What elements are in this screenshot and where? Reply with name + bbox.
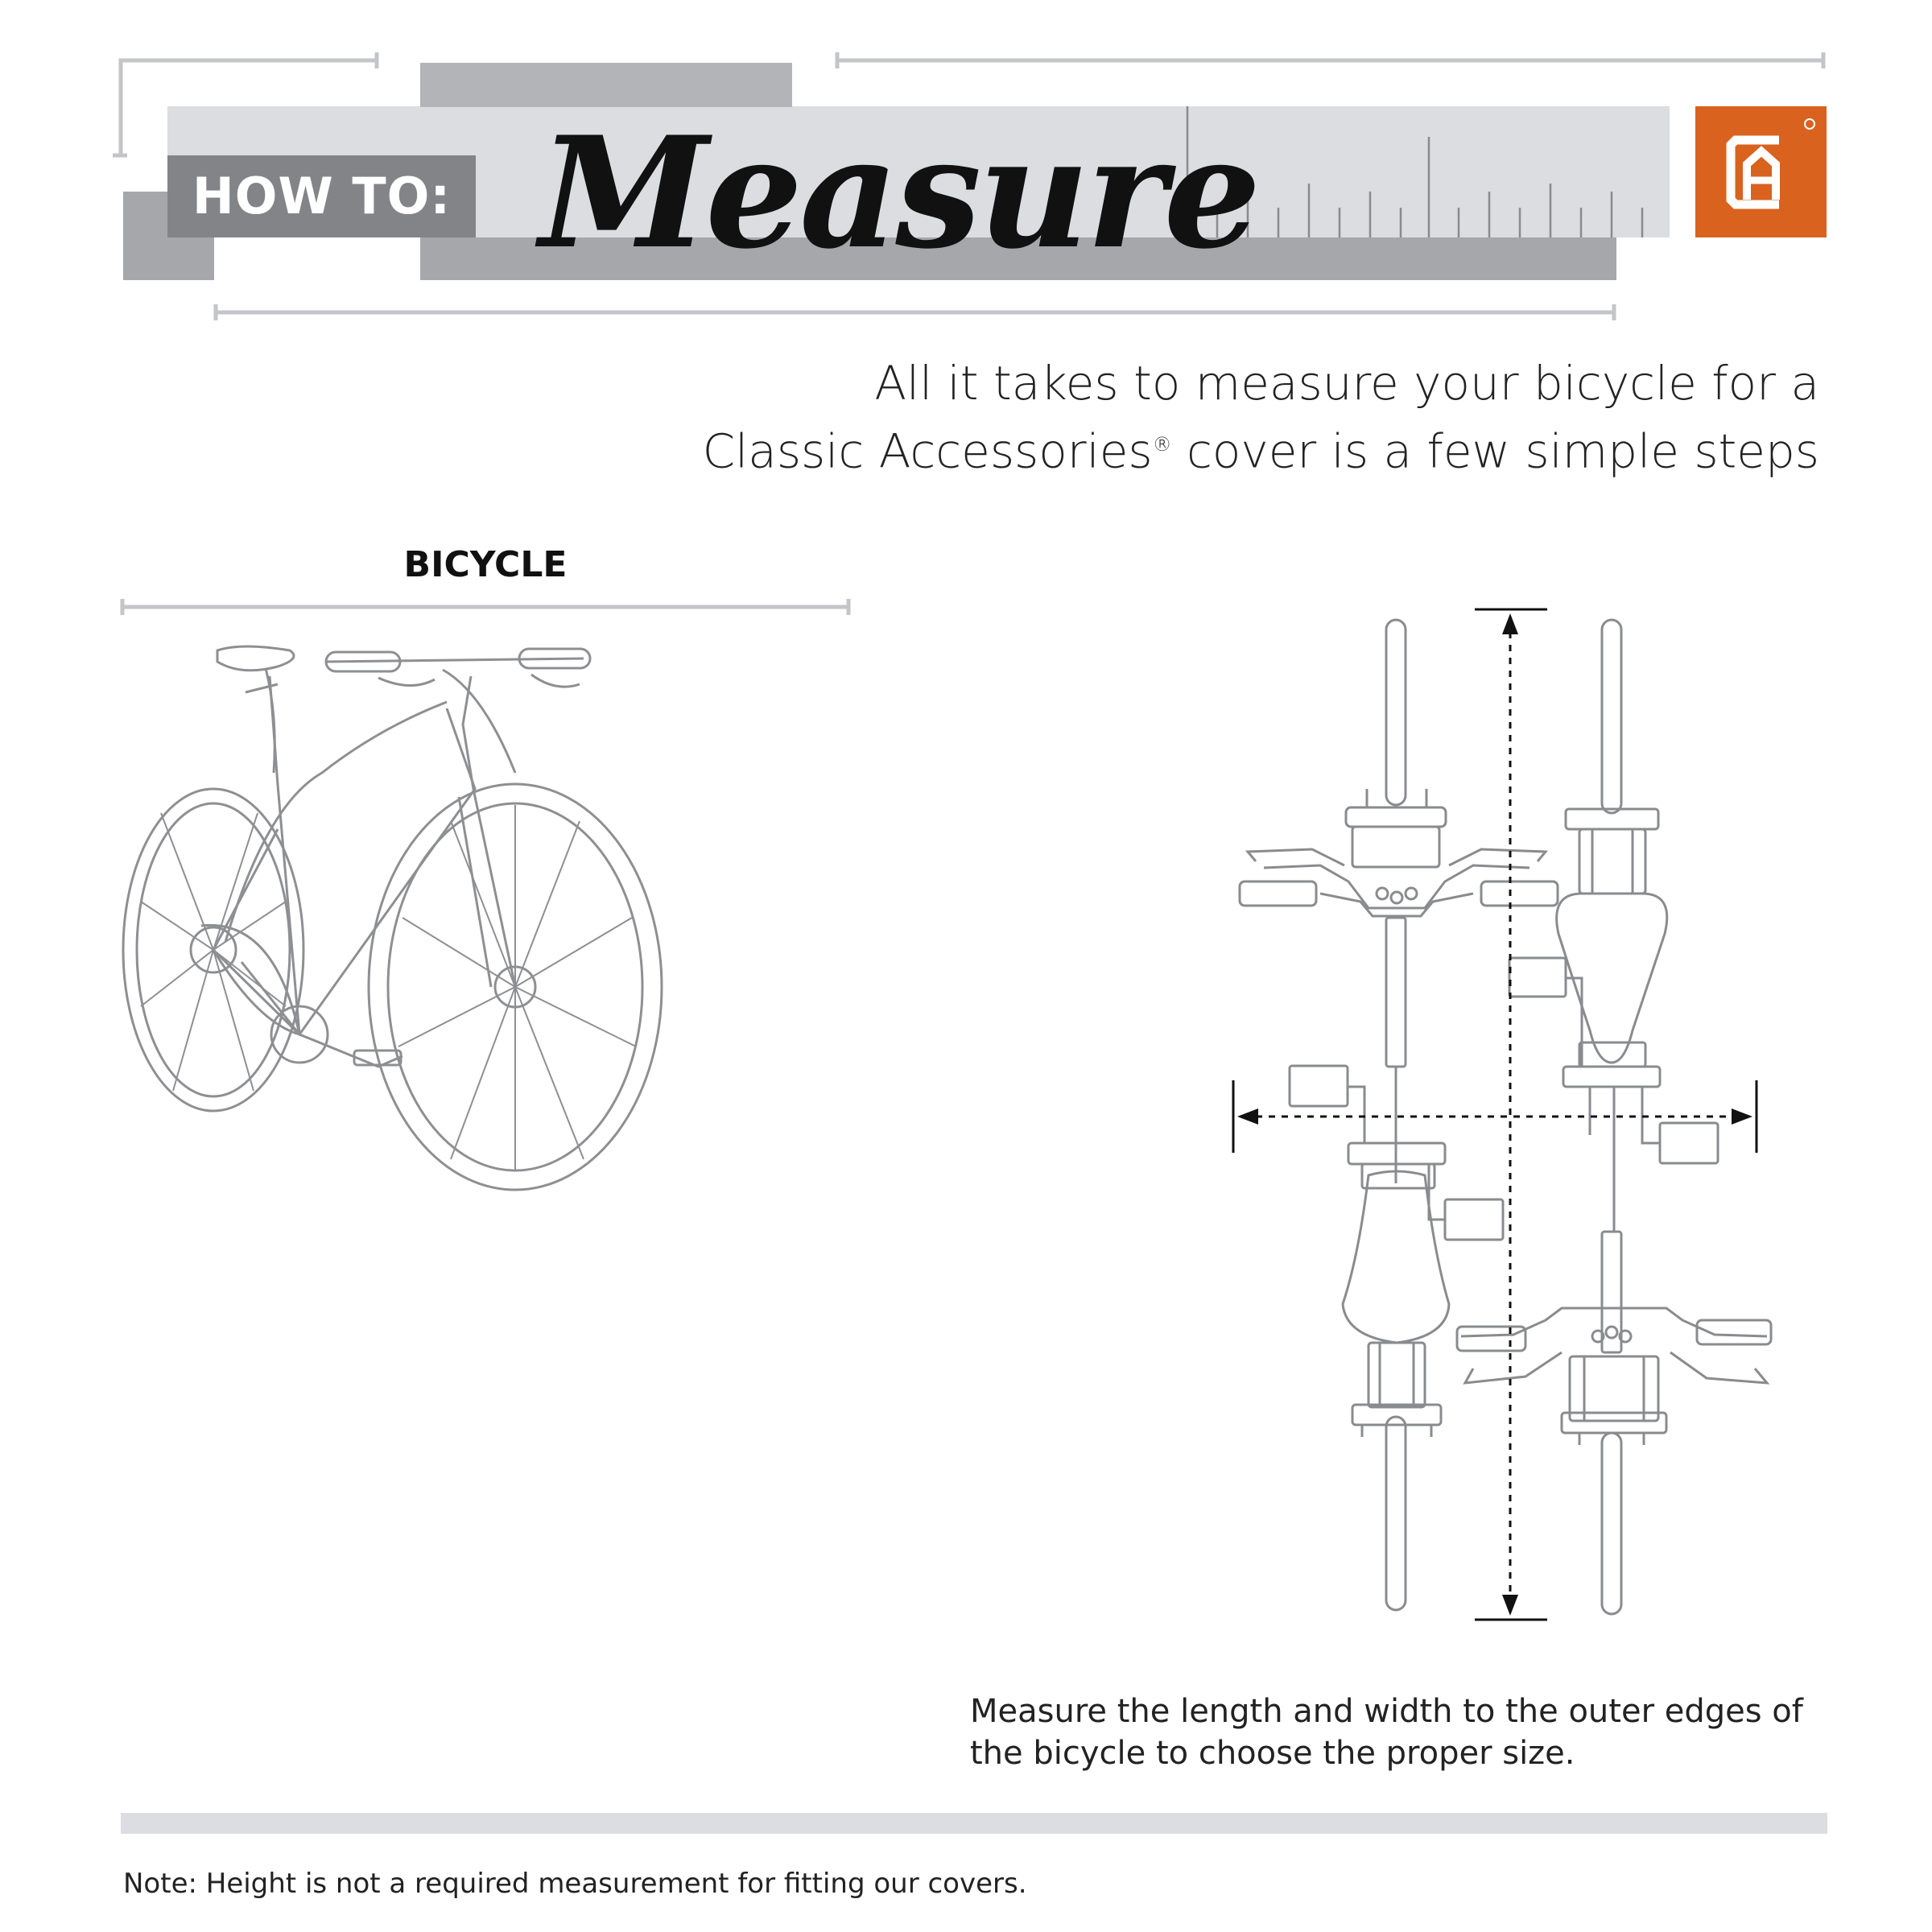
- section-title: BICYCLE: [403, 544, 568, 585]
- brand-name: Classic Accessories: [702, 423, 1153, 479]
- registered-mark: ®: [1152, 433, 1172, 456]
- intro-line-2-rest: cover is a few simple steps: [1171, 423, 1819, 479]
- footnote: Note: Height is not a required measurement for fitting our covers.: [123, 1868, 1027, 1900]
- footer-divider: [121, 1813, 1827, 1834]
- page-title: Measure: [539, 103, 1258, 283]
- how-to-label: HOW TO:: [167, 155, 476, 237]
- intro-line-1: All it takes to measure your bicycle for a: [874, 356, 1819, 411]
- measure-caption: Measure the length and width to the outer edges of the bicycle to choose the proper size.: [970, 1693, 1803, 1772]
